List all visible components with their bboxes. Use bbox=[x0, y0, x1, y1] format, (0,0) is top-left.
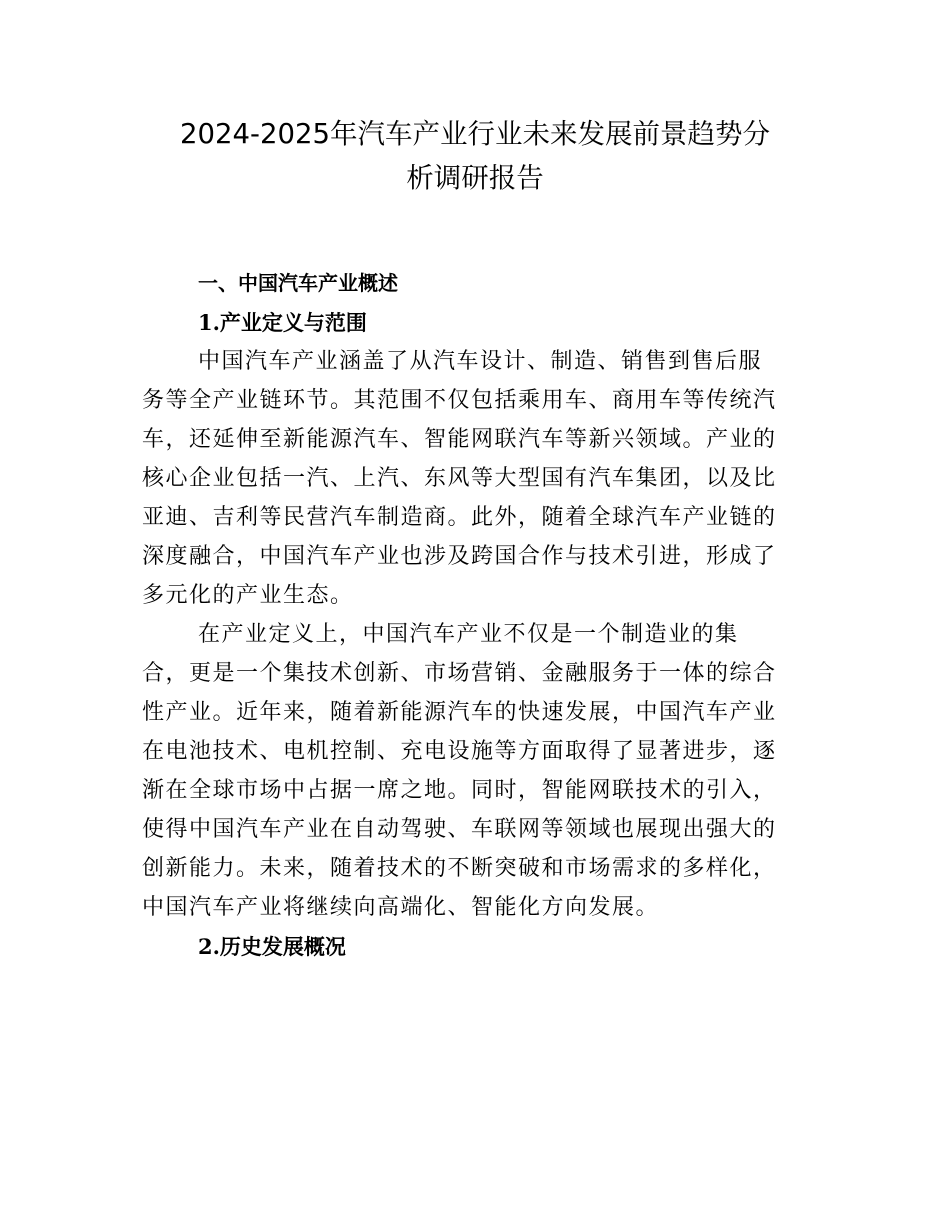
section-heading-overview: 一、中国汽车产业概述 bbox=[198, 271, 398, 295]
subsection-heading-definition: 1.产业定义与范围 bbox=[198, 310, 367, 335]
paragraph-line: 在电池技术、电机控制、充电设施等方面取得了显著进步，逐 bbox=[142, 739, 777, 764]
paragraph-line: 中国汽车产业将继续向高端化、智能化方向发展。 bbox=[142, 895, 660, 920]
document-title bbox=[120, 112, 830, 200]
paragraph-line: 亚迪、吉利等民营汽车制造商。此外，随着全球汽车产业链的 bbox=[142, 505, 777, 530]
paragraph-line: 合，更是一个集技术创新、市场营销、金融服务于一体的综合 bbox=[142, 661, 777, 686]
paragraph-industry-nature bbox=[142, 615, 810, 927]
paragraph-line: 创新能力。未来，随着技术的不断突破和市场需求的多样化， bbox=[142, 856, 777, 881]
paragraph-line: 性产业。近年来，随着新能源汽车的快速发展，中国汽车产业 bbox=[142, 700, 777, 725]
paragraph-line: 中国汽车产业涵盖了从汽车设计、制造、销售到售后服 bbox=[198, 349, 763, 374]
paragraph-line: 渐在全球市场中占据一席之地。同时，智能网联技术的引入， bbox=[142, 778, 777, 803]
paragraph-line: 车，还延伸至新能源汽车、智能网联汽车等新兴领域。产业的 bbox=[142, 427, 777, 452]
paragraph-line: 使得中国汽车产业在自动驾驶、车联网等领域也展现出强大的 bbox=[142, 817, 777, 842]
document-body bbox=[142, 264, 810, 966]
title-line-2: 析调研报告 bbox=[406, 162, 544, 194]
paragraph-definition bbox=[142, 342, 810, 615]
paragraph-line: 务等全产业链环节。其范围不仅包括乘用车、商用车等传统汽 bbox=[142, 388, 777, 413]
paragraph-line: 核心企业包括一汽、上汽、东风等大型国有汽车集团，以及比 bbox=[142, 466, 777, 491]
paragraph-line: 在产业定义上，中国汽车产业不仅是一个制造业的集 bbox=[198, 622, 739, 647]
paragraph-line: 多元化的产业生态。 bbox=[142, 583, 354, 608]
subsection-heading-history: 2.历史发展概况 bbox=[198, 934, 346, 959]
paragraph-line: 深度融合，中国汽车产业也涉及跨国合作与技术引进，形成了 bbox=[142, 544, 777, 569]
title-line-1: 2024-2025年汽车产业行业未来发展前景趋势分 bbox=[180, 118, 770, 150]
